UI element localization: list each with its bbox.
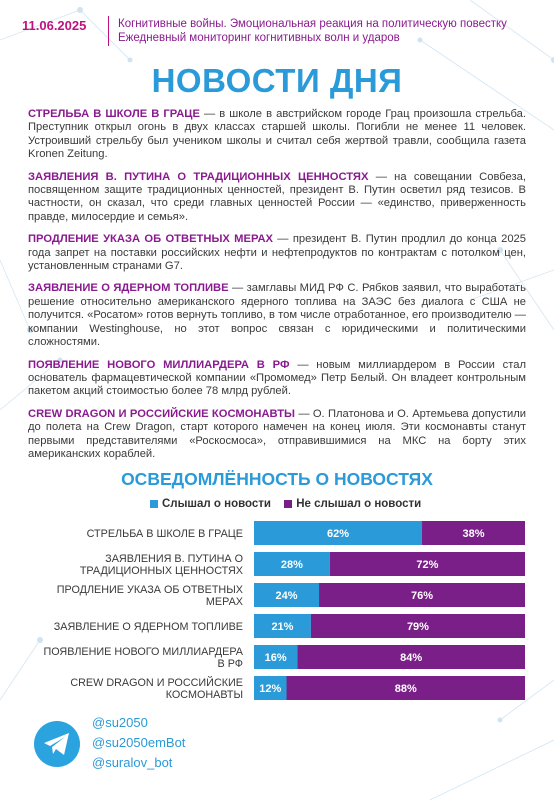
category-label: ЗАЯВЛЕНИЕ О ЯДЕРНОМ ТОПЛИВЕ [53,621,243,633]
news-text: — О. Платонова и О. Артемьева допустили до полета на Crew Dragon, старт которого намечен на конец июля. Эти космонавты станут первыми представителями «Роскосмоса», отправившимися на МКС на борту этих американских кораблей. [28,407,527,460]
news-headline: ПРОДЛЕНИЕ УКАЗА ОБ ОТВЕТНЫХ МЕРАХ [28,233,273,246]
data-label: 24% [275,590,298,602]
chart-title: ОСВЕДОМЛЁННОСТЬ О НОВОСТЯХ [121,469,433,489]
header-divider [108,16,109,46]
header-subtitle [118,17,507,45]
data-label: 72% [416,559,439,571]
news-item [28,282,526,349]
legend-item-heard [150,498,271,510]
page-header [22,16,542,50]
news-text: — президент В. Путин продлил до конца 2025 года запрет на поставки российских нефти и нефтепродуктов по контрактам с потолком цен, установленным странами G7. [28,233,526,273]
header-line-2: Ежедневный мониторинг когнитивных волн и ударов [118,32,400,44]
news-text: — новым миллиардером в России стал основатель фармацевтической компании «Промомед» Петр Белый. Он владеет контрольным пакетом акций стоимостью более 78 млрд рублей. [28,358,526,398]
news-item [28,359,526,399]
report-date: 11.06.2025 [22,18,87,33]
data-label: 76% [411,590,434,602]
data-label: 38% [462,528,485,540]
news-list [28,108,526,470]
category-label: СТРЕЛЬБА В ШКОЛЕ В ГРАЦЕ [86,528,243,540]
news-text: — замглавы МИД РФ С. Рябков заявил, что выработать решение относительно американского ядерного топлива на ЗАЭС без диалога с США не получится. «Росатом» готов вернуть топливо, в том числе отработанное, его производителю — компании Westinghouse, но этот вопрос связан с юридическими и политическими сложностями. [28,282,526,349]
header-line-1: Когнитивные войны. Эмоциональная реакция на политическую повестку [118,18,507,30]
category-label: ПОЯВЛЕНИЕ НОВОГО МИЛЛИАРДЕРА [43,646,243,658]
awareness-bar-chart [0,518,554,708]
data-label: 88% [394,683,417,695]
news-text: — на совещании Совбеза, посвященном защите традиционных ценностей, президент В. Путин осветил ряд тезисов. В частности, он сказал, что среди главных ценностей России — «единство, приверженность правде, милосердие и семья». [28,170,526,223]
news-headline: ЗАЯВЛЕНИЯ В. ПУТИНА О ТРАДИЦИОННЫХ ЦЕННОСТЯХ [28,170,369,183]
data-label: 21% [271,621,294,633]
news-headline: ЗАЯВЛЕНИЕ О ЯДЕРНОМ ТОПЛИВЕ [28,282,229,295]
news-text: — в школе в австрийском городе Грац произошла стрельба. Преступник открыл огонь в двух классах старшей школы. Погибли не менее 11 человек. Устроивший стрельбу был учеником школы и считал себя жертвой травли, сообщила газета Kronen Zeitung. [28,108,527,161]
telegram-icon [34,721,80,767]
news-item [28,171,526,225]
category-label: В РФ [217,658,243,670]
page-title: НОВОСТИ ДНЯ [151,62,403,99]
news-item [28,233,526,273]
legend-item-not-heard [284,498,421,510]
data-label: 28% [280,559,303,571]
news-headline: ПОЯВЛЕНИЕ НОВОГО МИЛЛИАРДЕРА В РФ [28,358,290,371]
chart-legend [150,498,431,511]
category-label: МЕРАХ [205,596,243,608]
legend-label: Не слышал о новости [296,498,422,510]
category-label: ЗАЯВЛЕНИЯ В. ПУТИНА О [105,553,243,565]
legend-swatch-purple [284,500,292,508]
data-label: 16% [264,652,287,664]
handle-link[interactable]: @su2050emBot [92,735,186,750]
data-label: 62% [326,528,350,540]
contact-handles [92,713,185,773]
data-label: 12% [259,683,282,695]
data-label: 79% [406,621,429,633]
news-headline: СТРЕЛЬБА В ШКОЛЕ В ГРАЦЕ [28,108,200,120]
news-item [28,408,526,462]
handle-link[interactable]: @suralov_bot [92,755,173,770]
news-headline: CREW DRAGON И РОССИЙСКИЕ КОСМОНАВТЫ [28,407,295,420]
data-label: 84% [400,652,423,664]
legend-swatch-blue [150,500,158,508]
handle-link[interactable]: @su2050 [92,715,148,730]
category-label: ТРАДИЦИОННЫХ ЦЕННОСТЯХ [79,565,243,577]
news-item [28,108,526,162]
category-label: КОСМОНАВТЫ [165,689,243,701]
legend-label: Слышал о новости [162,498,271,510]
category-label: CREW DRAGON И РОССИЙСКИЕ [70,677,243,689]
category-label: ПРОДЛЕНИЕ УКАЗА ОБ ОТВЕТНЫХ [56,584,243,596]
